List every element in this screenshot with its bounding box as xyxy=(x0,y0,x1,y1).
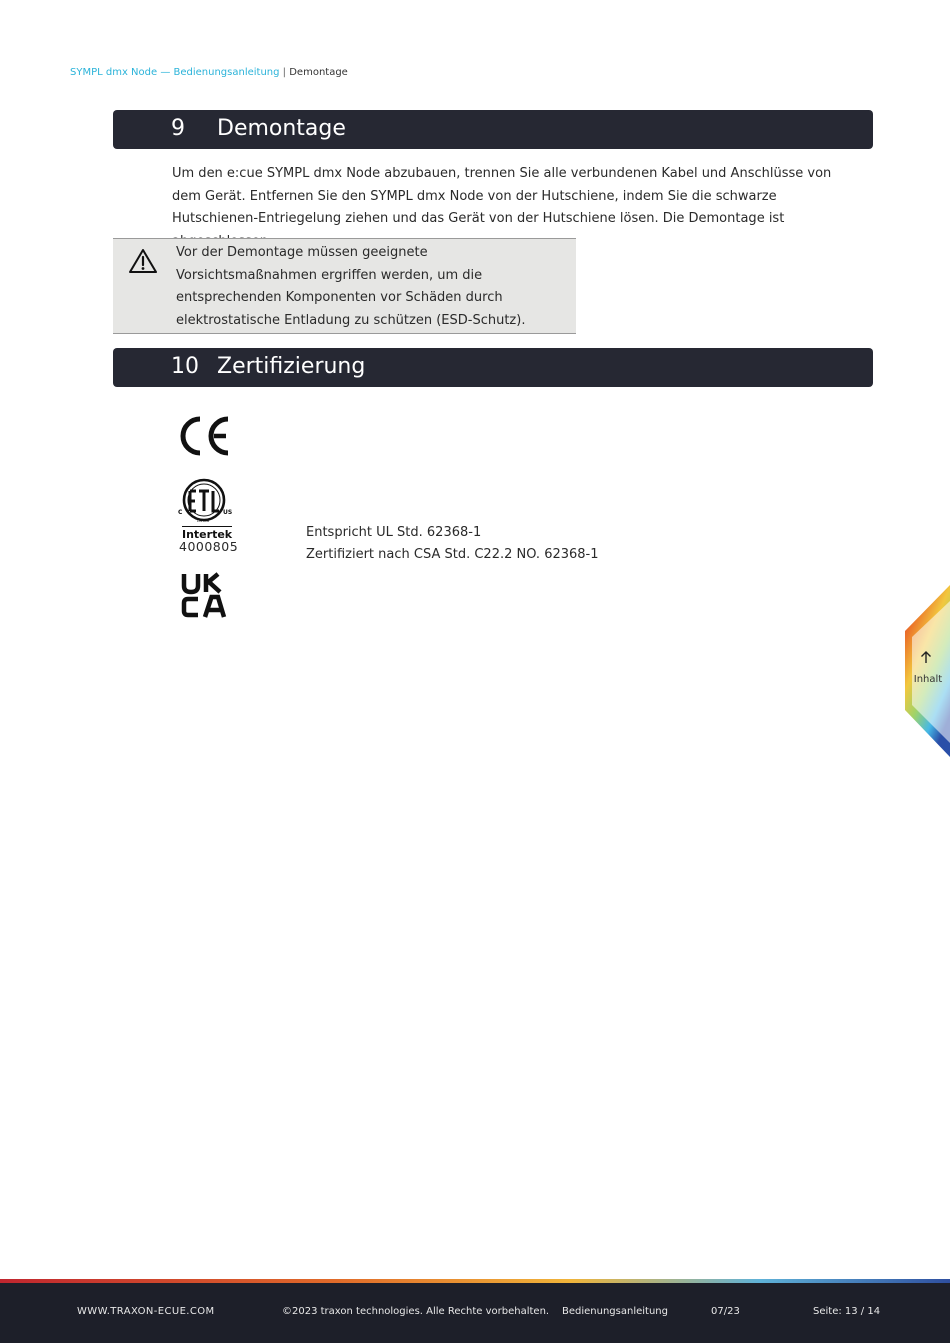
etl-listed-text: LISTED xyxy=(197,519,210,523)
footer-page-number: Seite: 13 / 14 xyxy=(813,1306,881,1317)
section-number: 10 xyxy=(171,354,199,379)
intertek-label: Intertek xyxy=(182,528,233,541)
breadcrumb-separator: | xyxy=(279,67,290,78)
etl-c-text: C xyxy=(178,509,183,516)
footer-url[interactable]: WWW.TRAXON-ECUE.COM xyxy=(77,1306,215,1317)
warning-box xyxy=(113,238,576,334)
warning-triangle-icon xyxy=(128,247,158,275)
section-number: 9 xyxy=(171,116,185,141)
section-body-text: Um den e:cue SYMPL dmx Node abzubauen, trennen Sie alle verbundenen Kabel und Anschlüsse von dem Gerät. Entfernen Sie den SYMPL dmx Node von der Hutschiene, indem Sie die schwarze Hutschienen-Entriegelung ziehen und das Gerät von der Hutschiene lösen. Die Demontage ist xyxy=(172,166,832,226)
footer-copyright: ©2023 traxon technologies. Alle Rechte vorbehalten. xyxy=(282,1306,550,1317)
breadcrumb xyxy=(70,67,348,78)
etl-us-text: US xyxy=(223,509,233,516)
section-title: Demontage xyxy=(217,116,346,141)
section-heading-10 xyxy=(113,348,873,387)
cert-line-csa: Zertifiziert nach CSA Std. C22.2 NO. 62368-1 xyxy=(306,547,599,562)
footer-date: 07/23 xyxy=(711,1306,740,1317)
footer-doc-type: Bedienungsanleitung xyxy=(562,1306,668,1317)
page-footer xyxy=(0,1279,950,1343)
cert-line-ul: Entspricht UL Std. 62368-1 xyxy=(306,525,482,540)
breadcrumb-current: Demontage xyxy=(289,67,348,78)
ukca-mark-logo xyxy=(180,571,228,619)
warning-text: Vor der Demontage müssen geeignete Vorsichtsmaßnahmen ergriffen werden, um die entsprechenden Komponenten vor Schäden durch elektrostatische Entladung zu schützen (ESD-Schutz). xyxy=(176,245,526,328)
ce-mark-logo xyxy=(178,415,232,457)
section-heading-9 xyxy=(113,110,873,149)
toc-label[interactable]: Inhalt xyxy=(913,674,943,685)
toc-tab[interactable] xyxy=(903,585,950,757)
intertek-number: 4000805 xyxy=(179,539,239,554)
etl-listed-logo xyxy=(176,477,240,525)
breadcrumb-link[interactable]: SYMPL dmx Node — Bedienungsanleitung xyxy=(70,67,280,78)
footer-color-stripe xyxy=(0,1279,950,1283)
section-title: Zertifizierung xyxy=(217,354,366,379)
arrow-up-icon[interactable] xyxy=(918,650,934,664)
